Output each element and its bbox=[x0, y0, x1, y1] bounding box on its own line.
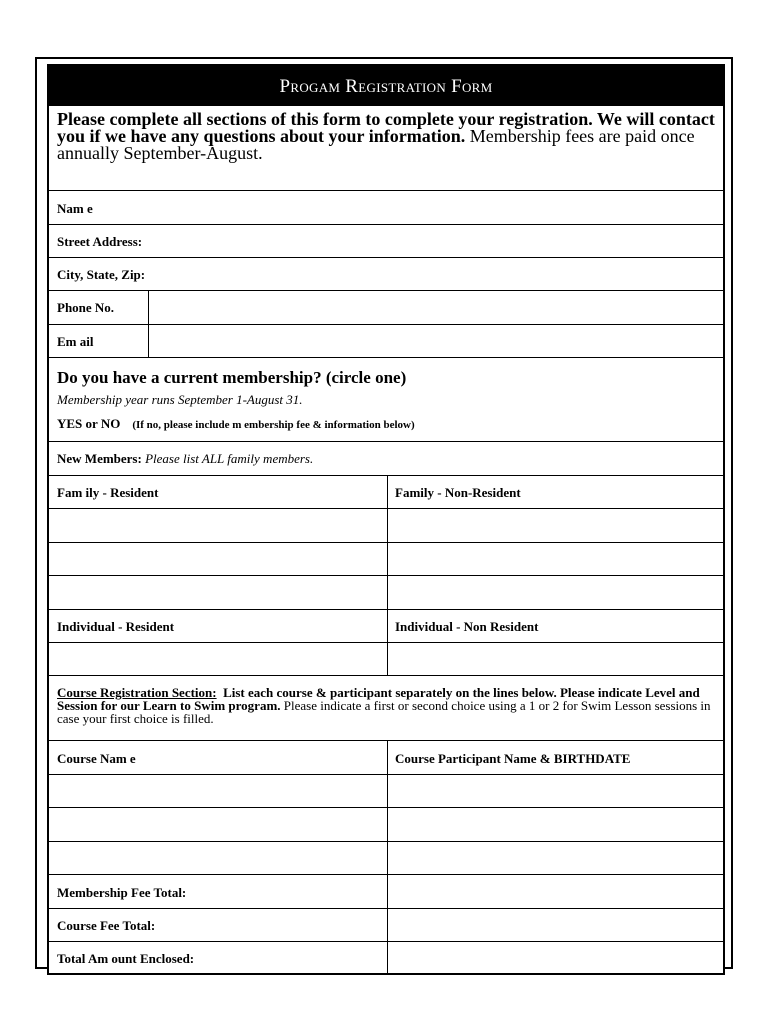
city-label: City, State, Zip: bbox=[57, 267, 146, 282]
membership-question: Do you have a current membership? (circle one) bbox=[57, 368, 407, 387]
intro-bold-text: Please complete all sections of this form to complete your registration. We will contact you if we have any questions about your information. bbox=[57, 109, 715, 146]
individual-resident-header: Individual - Resident bbox=[57, 619, 175, 634]
course-section-text-plain: Please indicate a first or second choice using a 1 or 2 for Swim Lesson sessions in case your first choice is filled. bbox=[57, 698, 711, 726]
individual-non-resident-header: Individual - Non Resident bbox=[395, 619, 539, 634]
membership-table-row[interactable] bbox=[49, 575, 723, 609]
street-row[interactable] bbox=[49, 224, 723, 257]
phone-row[interactable] bbox=[49, 290, 723, 324]
form-intro bbox=[57, 111, 717, 162]
course-section-intro bbox=[57, 686, 721, 725]
phone-divider bbox=[148, 291, 149, 324]
new-members-label: New Members: bbox=[57, 451, 142, 466]
membership-fee-total-label: Membership Fee Total: bbox=[57, 885, 187, 900]
family-non-resident-header: Family - Non-Resident bbox=[395, 485, 521, 500]
new-members-label-group bbox=[57, 451, 313, 467]
course-table-header bbox=[49, 740, 723, 774]
intro-plain-text: Membership fees are paid once annually September-August. bbox=[57, 126, 695, 163]
email-divider bbox=[148, 325, 149, 358]
membership-question-row bbox=[49, 357, 723, 441]
phone-label: Phone No. bbox=[57, 300, 115, 315]
membership-table-row[interactable] bbox=[49, 542, 723, 575]
family-resident-header: Fam ily - Resident bbox=[57, 485, 159, 500]
email-row[interactable] bbox=[49, 324, 723, 357]
city-row[interactable] bbox=[49, 257, 723, 290]
name-label: Nam e bbox=[57, 201, 93, 216]
course-name-header: Course Nam e bbox=[57, 751, 136, 766]
total-enclosed-row[interactable] bbox=[49, 941, 723, 973]
email-label: Em ail bbox=[57, 334, 94, 349]
membership-table-row[interactable] bbox=[49, 642, 723, 675]
street-label: Street Address: bbox=[57, 234, 143, 249]
yes-no-label[interactable]: YES or NO bbox=[57, 416, 121, 431]
registration-form bbox=[47, 64, 725, 975]
course-table-row[interactable] bbox=[49, 841, 723, 874]
new-members-row bbox=[49, 441, 723, 475]
yes-no-note: (If no, please include m embership fee & information below) bbox=[132, 419, 415, 431]
new-members-note: Please list ALL family members. bbox=[145, 451, 314, 466]
course-fee-total-row[interactable] bbox=[49, 908, 723, 941]
course-table-row[interactable] bbox=[49, 807, 723, 841]
total-enclosed-label: Total Am ount Enclosed: bbox=[57, 951, 195, 966]
course-section-text-bold: List each course & participant separately on the lines below. Please indicate Level and Session for our Learn to Swim program. bbox=[57, 685, 700, 713]
course-fee-total-label: Course Fee Total: bbox=[57, 918, 156, 933]
membership-table-divider bbox=[387, 475, 388, 675]
membership-subtext: Membership year runs September 1-August 31. bbox=[57, 392, 303, 407]
form-title: Progam Registration Form bbox=[49, 66, 723, 106]
yes-no-choice[interactable] bbox=[57, 416, 415, 432]
course-table-row[interactable] bbox=[49, 774, 723, 807]
name-row[interactable] bbox=[49, 190, 723, 224]
membership-fee-total-row[interactable] bbox=[49, 874, 723, 908]
membership-table-row[interactable] bbox=[49, 508, 723, 542]
course-section-heading: Course Registration Section: bbox=[57, 685, 217, 700]
membership-table-header bbox=[49, 475, 723, 508]
course-participant-header: Course Participant Name & BIRTHDATE bbox=[395, 751, 631, 766]
membership-table-header-individual bbox=[49, 609, 723, 642]
course-section-intro-row bbox=[49, 675, 723, 740]
course-table-divider bbox=[387, 740, 388, 973]
